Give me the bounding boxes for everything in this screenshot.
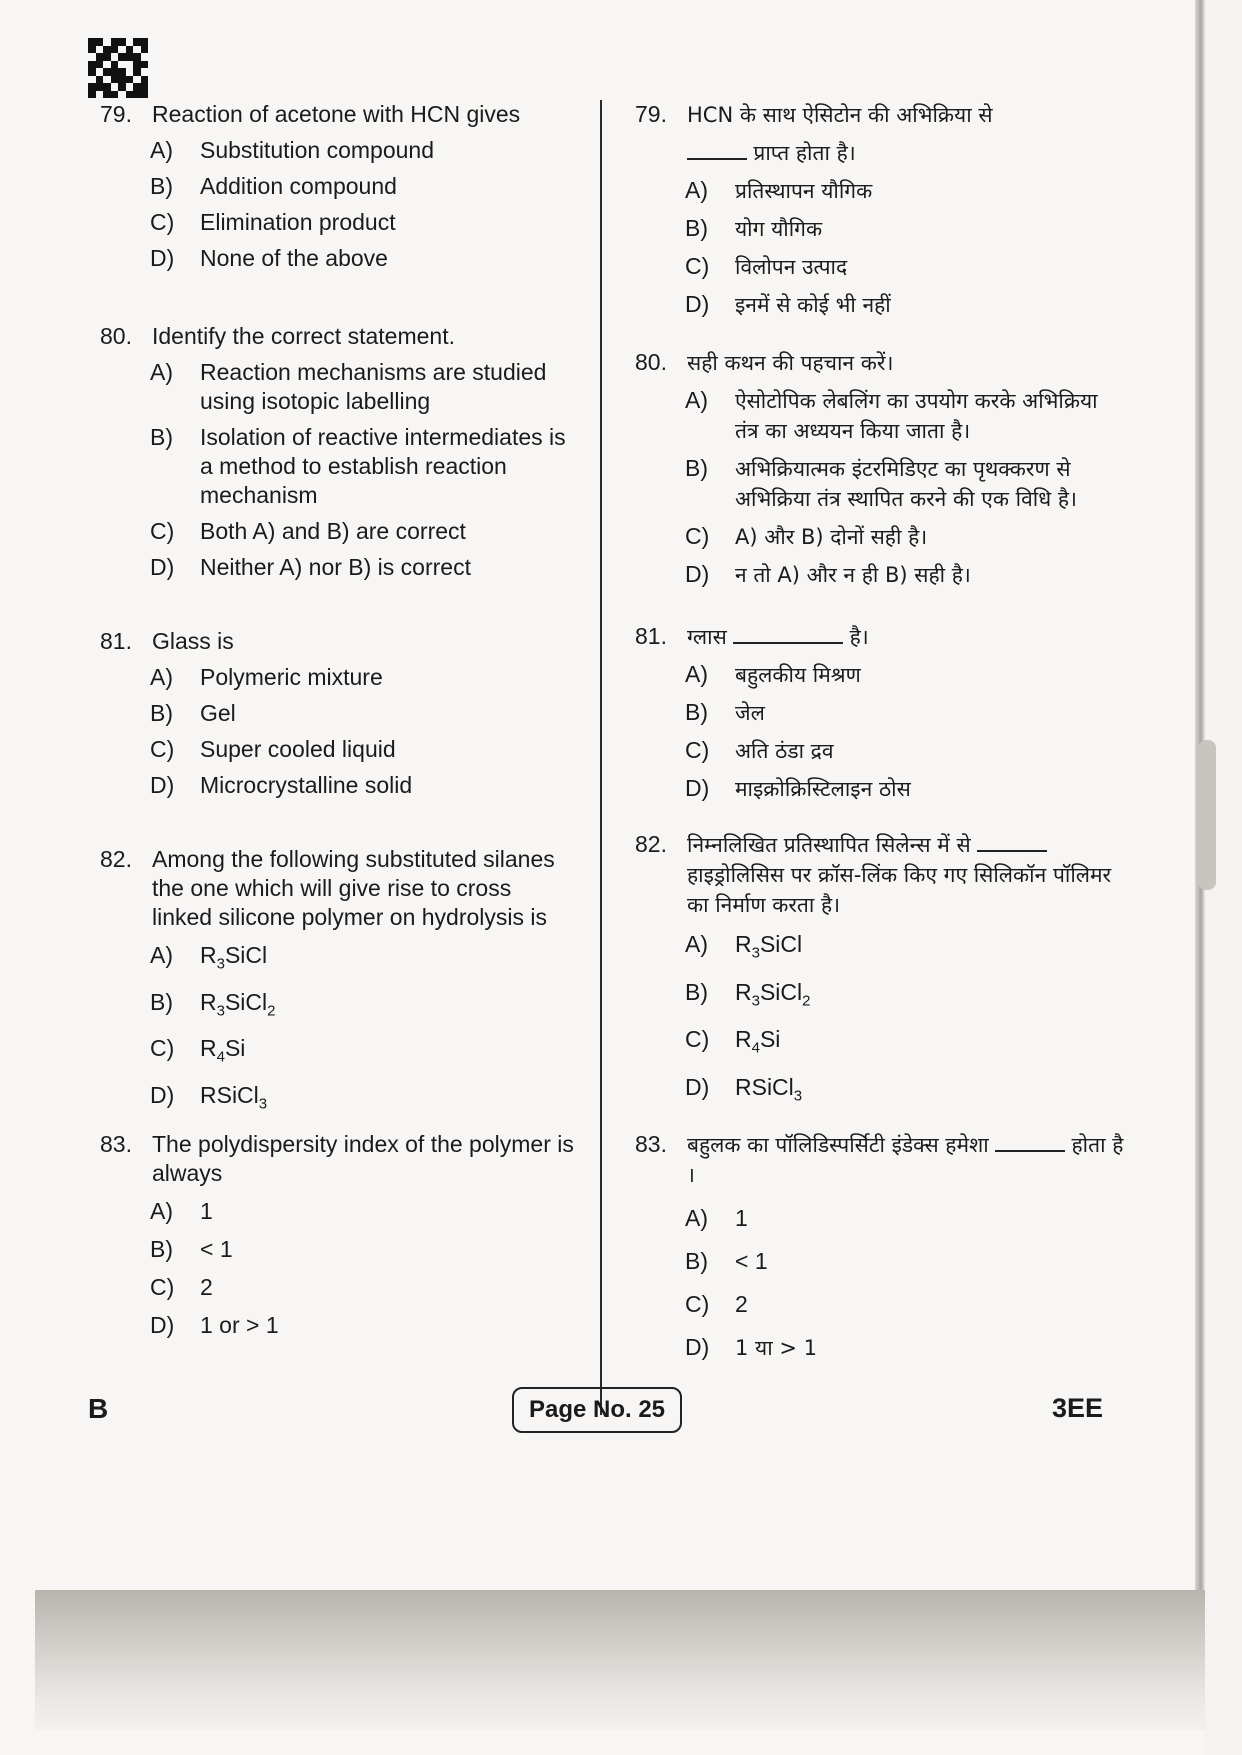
formula-text: RSiCl$_3$: [735, 1073, 803, 1105]
formula-text: $R_3SiCl$: [200, 942, 268, 973]
option-text: Isolation of reactive intermediates is a method to establish reaction mechanism: [200, 424, 566, 508]
option-letter: B): [685, 699, 708, 725]
option-text: Elimination product: [200, 209, 396, 235]
option-a: [150, 941, 572, 979]
option-letter: B): [685, 978, 708, 1005]
option-b: [150, 1235, 592, 1264]
option-text: माइक्रोक्रिस्टिलाइन ठोस: [735, 777, 911, 801]
option-c: [685, 1025, 1127, 1063]
formula-text: $R_3SiCl_2$: [200, 988, 276, 1020]
option-d: [150, 771, 412, 800]
option-letter: B): [150, 700, 173, 726]
option-letter: A): [150, 664, 173, 690]
option-a: [685, 660, 911, 690]
option-text: 1: [735, 1205, 748, 1231]
question-82-hi: [635, 830, 1127, 1110]
option-letter: D): [150, 1081, 175, 1108]
option-letter: C): [685, 737, 710, 763]
option-letter: B): [685, 1248, 708, 1274]
formula-text: $R_4Si$: [200, 1035, 246, 1066]
formula-text: $R_4Si$: [735, 1026, 781, 1057]
option-letter: C): [685, 523, 710, 549]
option-text: < 1: [200, 1236, 233, 1262]
option-letter: D): [685, 1334, 710, 1360]
formula-text: $R_3SiCl$: [735, 931, 803, 962]
option-letter: B): [150, 424, 173, 450]
option-text: A) और B) दोनों सही है।: [735, 525, 928, 549]
option-letter: C): [685, 1026, 710, 1053]
option-b: [685, 454, 1115, 514]
option-d: [685, 774, 911, 804]
question-text: Glass is: [152, 628, 234, 654]
question-number: 80.: [635, 349, 667, 375]
paper-code: 3EE: [1052, 1393, 1104, 1423]
option-c: [150, 1034, 572, 1072]
option-text: Super cooled liquid: [200, 736, 396, 762]
question-text-continued: हाइड्रोलिसिस पर क्रॉस-लिंक किए गए सिलिकॉन पॉलिमर का निर्माण करता है।: [687, 863, 1112, 917]
option-letter: D): [150, 1312, 175, 1338]
question-number: 82.: [100, 846, 132, 872]
question-83-hi: [635, 1130, 1127, 1363]
option-d: [150, 553, 580, 582]
option-c: [150, 517, 580, 546]
option-letter: A): [685, 177, 708, 203]
question-number: 81.: [100, 628, 132, 654]
option-c: [685, 736, 911, 766]
option-letter: C): [685, 253, 710, 279]
question-text: निम्नलिखित प्रतिस्थापित सिलेन्स में से: [687, 833, 971, 857]
question-80-hi: [635, 348, 1115, 590]
question-number: 83.: [635, 1131, 667, 1157]
option-text: योग यौगिक: [735, 217, 823, 241]
option-text: Substitution compound: [200, 137, 434, 163]
option-b: [685, 698, 911, 728]
option-c: [150, 735, 412, 764]
option-letter: D): [685, 1073, 710, 1100]
option-b: [150, 988, 572, 1026]
option-text: Both A) and B) are correct: [200, 518, 466, 544]
option-letter: A): [685, 1205, 708, 1231]
option-text: ऐसोटोपिक लेबलिंग का उपयोग करके अभिक्रिया तंत्र का अध्ययन किया जाता है।: [735, 389, 1098, 443]
option-letter: D): [685, 291, 710, 317]
option-letter: A): [150, 359, 173, 385]
option-letter: A): [150, 1198, 173, 1224]
question-text: ग्लास: [687, 625, 727, 649]
option-c: [685, 522, 1115, 552]
question-text-continued: प्राप्त होता है।: [753, 141, 856, 165]
set-code: B: [88, 1393, 109, 1424]
option-letter: B): [685, 455, 708, 481]
option-letter: A): [150, 942, 173, 968]
option-letter: B): [150, 988, 173, 1015]
column-divider: [600, 100, 602, 1415]
option-a: [685, 386, 1115, 446]
question-text: HCN के साथ ऐसिटोन की अभिक्रिया से: [687, 103, 993, 127]
option-a: [150, 663, 412, 692]
option-text: अति ठंडा द्रव: [735, 739, 834, 763]
question-number: 79.: [100, 101, 132, 127]
question-79-hi: [635, 100, 993, 320]
option-c: [150, 208, 520, 237]
question-80-en: [100, 322, 580, 582]
option-letter: B): [150, 1236, 173, 1262]
option-letter: C): [685, 1291, 710, 1317]
option-letter: D): [685, 561, 710, 587]
option-letter: D): [150, 245, 175, 271]
question-number: 80.: [100, 323, 132, 349]
option-a: [685, 1204, 1127, 1233]
answer-blank: [977, 830, 1047, 852]
option-text: Polymeric mixture: [200, 664, 383, 690]
option-b: [150, 699, 412, 728]
option-b: [685, 214, 993, 244]
option-text: इनमें से कोई भी नहीं: [735, 293, 891, 317]
question-text-continued: है।: [849, 625, 869, 649]
option-text: बहुलकीय मिश्रण: [735, 663, 861, 687]
option-text: 1: [200, 1198, 213, 1224]
option-text: < 1: [735, 1248, 768, 1274]
option-d: [150, 1311, 592, 1340]
option-letter: A): [685, 661, 708, 687]
question-text: The polydispersity index of the polymer is always: [152, 1131, 574, 1186]
option-text: न तो A) और न ही B) सही है।: [735, 563, 971, 587]
option-c: [685, 252, 993, 282]
formula-text: RSiCl$_3$: [200, 1081, 268, 1113]
option-text: Microcrystalline solid: [200, 772, 413, 798]
question-number: 83.: [100, 1131, 132, 1157]
option-a: [685, 176, 993, 206]
question-text: Identify the correct statement.: [152, 323, 455, 349]
answer-blank: [687, 138, 747, 160]
option-letter: B): [150, 173, 173, 199]
option-letter: C): [150, 1035, 175, 1062]
option-letter: C): [150, 518, 175, 544]
option-c: [150, 1273, 592, 1302]
option-letter: D): [685, 775, 710, 801]
option-letter: D): [150, 772, 175, 798]
question-number: 81.: [635, 623, 667, 649]
question-text: Reaction of acetone with HCN gives: [152, 101, 521, 127]
option-d: [685, 1073, 1127, 1111]
answer-blank: [733, 622, 843, 644]
scan-shadow: [35, 1590, 1205, 1730]
option-a: [150, 136, 520, 165]
option-letter: A): [685, 387, 708, 413]
option-letter: C): [150, 209, 175, 235]
page-number-box: Page No. 25: [512, 1387, 682, 1433]
option-text: Gel: [200, 700, 236, 726]
option-b: [685, 1247, 1127, 1276]
option-text: जेल: [735, 701, 765, 725]
question-number: 82.: [635, 831, 667, 857]
option-text: Reaction mechanisms are studied using isotopic labelling: [200, 359, 547, 414]
answer-blank: [995, 1130, 1065, 1152]
option-letter: B): [685, 215, 708, 241]
question-text: सही कथन की पहचान करें।: [687, 351, 894, 375]
option-d: [685, 560, 1115, 590]
question-81-hi: [635, 622, 911, 804]
question-number: 79.: [635, 101, 667, 127]
barcode-icon: [88, 38, 148, 98]
option-b: [150, 172, 520, 201]
question-text: बहुलक का पॉलिडिस्पर्सिटी इंडेक्स हमेशा: [687, 1133, 989, 1157]
question-text: Among the following substituted silanes the one which will give rise to cross linked silicone polymer on hydrolysis is: [152, 846, 555, 930]
formula-text: $R_3SiCl_2$: [735, 978, 811, 1010]
option-text: 1 or > 1: [200, 1312, 279, 1338]
option-text: 2: [735, 1291, 748, 1317]
option-letter: C): [150, 1274, 175, 1300]
option-letter: A): [685, 931, 708, 957]
option-letter: A): [150, 137, 173, 163]
option-c: [685, 1290, 1127, 1319]
question-text-continued: होता है ।: [687, 1133, 1124, 1187]
option-d: [685, 1333, 1127, 1363]
option-text: अभिक्रियात्मक इंटरमिडिएट का पृथक्करण से अभिक्रिया तंत्र स्थापित करने की एक विधि है।: [735, 457, 1077, 511]
option-b: [150, 423, 580, 510]
option-d: [685, 290, 993, 320]
option-b: [685, 978, 1127, 1016]
option-text: 1 या > 1: [735, 1336, 817, 1360]
option-a: [150, 1197, 592, 1226]
question-79-en: [100, 100, 520, 273]
question-81-en: [100, 627, 412, 800]
option-text: Neither A) nor B) is correct: [200, 554, 471, 580]
question-83-en: [100, 1130, 592, 1340]
option-a: [685, 930, 1127, 968]
option-a: [150, 358, 580, 416]
option-letter: D): [150, 554, 175, 580]
question-82-en: [100, 845, 572, 1118]
binding-fold: [1198, 740, 1216, 890]
option-text: 2: [200, 1274, 213, 1300]
option-text: प्रतिस्थापन यौगिक: [735, 179, 873, 203]
option-d: [150, 1081, 572, 1119]
option-text: विलोपन उत्पाद: [735, 255, 848, 279]
option-d: [150, 244, 520, 273]
option-text: None of the above: [200, 245, 388, 271]
option-letter: C): [150, 736, 175, 762]
option-text: Addition compound: [200, 173, 397, 199]
